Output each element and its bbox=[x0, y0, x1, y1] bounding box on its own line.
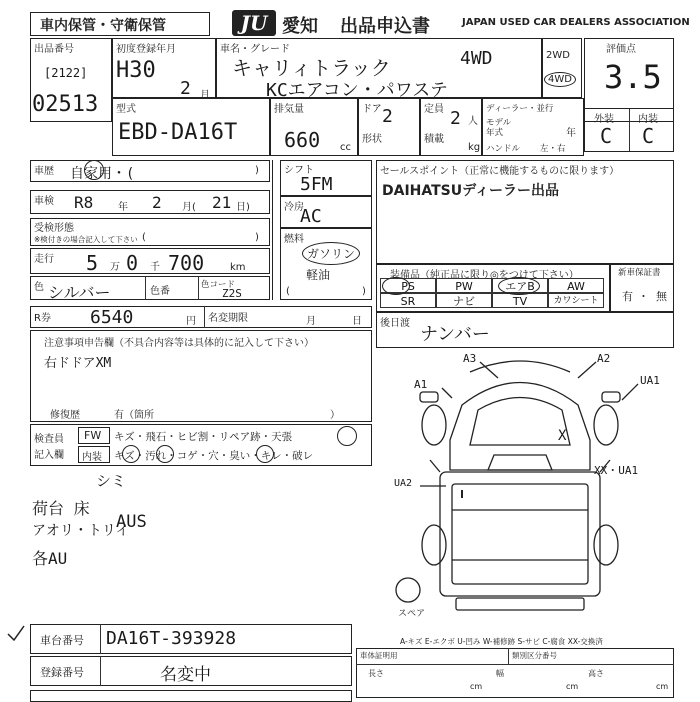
size-unit-3: cm bbox=[656, 682, 669, 691]
r-ken-unit: 円 bbox=[186, 316, 196, 327]
lot-number: 02513 bbox=[32, 92, 99, 117]
mileage-u2: 千 bbox=[150, 262, 160, 273]
warranty-sep: ・ bbox=[638, 290, 649, 303]
equipment-item: ナビ bbox=[436, 293, 492, 308]
model-label: 型式 bbox=[116, 104, 136, 115]
displacement-value: 660 bbox=[284, 128, 321, 152]
warranty-has: 有 bbox=[622, 290, 633, 303]
shape-label: 形状 bbox=[362, 134, 382, 145]
color-code2-label: 色コード bbox=[201, 280, 236, 290]
hw-aus: AUS bbox=[116, 512, 147, 532]
capacity-label: 定員 bbox=[424, 104, 444, 115]
diagram-a2: A2 bbox=[597, 352, 611, 365]
equipment-item: カワシート bbox=[548, 293, 604, 308]
mileage-u1: 万 bbox=[110, 262, 120, 273]
size-height-label: 高さ bbox=[588, 669, 604, 678]
mileage-label: 走行 bbox=[34, 254, 54, 265]
warranty-label: 新車保証書 bbox=[618, 268, 661, 278]
repair-value: 有（箇所 bbox=[114, 410, 154, 421]
inspector-items1: キズ・飛石・ヒビ割・リペア跡・天張 bbox=[114, 431, 293, 443]
equipment-item: TV bbox=[492, 293, 548, 308]
rating-int-label: 内装 bbox=[638, 114, 658, 125]
shaken-month: 2 bbox=[152, 193, 162, 212]
diagram-x: X bbox=[558, 428, 567, 444]
history-close: ) bbox=[255, 165, 259, 176]
history-value: 自家用・( bbox=[70, 166, 135, 182]
shaken-nichi: 日) bbox=[236, 202, 250, 213]
rating-label: 評価点 bbox=[606, 44, 636, 55]
equipment-item: PS bbox=[380, 278, 436, 293]
name-change-month: 月 bbox=[306, 316, 316, 327]
org-name: 愛知 bbox=[282, 16, 318, 37]
shift-label: シフト bbox=[284, 165, 314, 176]
mileage-v3: 700 bbox=[168, 251, 205, 275]
r-ken-label: R券 bbox=[34, 313, 51, 324]
history-label: 車歴 bbox=[34, 166, 54, 177]
displacement-label: 排気量 bbox=[274, 104, 304, 115]
name-line1: キャリィトラック bbox=[232, 56, 391, 80]
notes-label: 注意事項申告欄（不具合内容等は具体的に記入して下さい） bbox=[44, 338, 314, 349]
color-code-label: 色番 bbox=[150, 286, 170, 297]
shaken-gatsu: 月( bbox=[182, 202, 196, 213]
equipment-item: AW bbox=[548, 278, 604, 293]
drive-4wd: 4WD bbox=[544, 72, 576, 87]
form-title: 出品申込書 bbox=[340, 16, 430, 37]
equipment-item: エアB bbox=[492, 278, 548, 293]
diagram-spare: スペア bbox=[398, 609, 426, 619]
color-code: Z2S bbox=[222, 287, 242, 300]
size-length-label: 長さ bbox=[368, 669, 384, 678]
load-label: 積載 bbox=[424, 134, 444, 145]
sales-label: セールスポイント（正常に機能するものに限ります） bbox=[380, 166, 620, 177]
receipt-close: ) bbox=[255, 232, 259, 243]
hw-shimi: シミ bbox=[96, 472, 127, 490]
fuel-paren-close: ) bbox=[362, 286, 366, 297]
drive-2wd: 2WD bbox=[546, 50, 570, 61]
size-width-label: 幅 bbox=[496, 669, 504, 678]
size-unit-2: cm bbox=[566, 682, 579, 691]
doors-value: 2 bbox=[382, 106, 393, 127]
first-reg-month: 2 bbox=[180, 78, 191, 99]
equipment-item: SR bbox=[380, 293, 436, 308]
fuel-diesel: 軽油 bbox=[306, 268, 331, 282]
receipt-open: ( bbox=[142, 232, 146, 243]
shaken-day: 21 bbox=[212, 193, 232, 212]
model-value: EBD-DA16T bbox=[118, 120, 238, 145]
rating-ext: C bbox=[600, 124, 613, 148]
lot-code: [2122] bbox=[44, 66, 88, 80]
back-cover-label: 後日渡 bbox=[380, 318, 410, 329]
receipt-note: ※検付きの場合記入して下さい bbox=[34, 235, 138, 244]
dealer-label: ディーラー・並行 bbox=[486, 104, 554, 114]
size-label2: 類別区分番号 bbox=[512, 651, 557, 660]
registration-label: 登録番号 bbox=[40, 666, 84, 679]
model-year-unit: 年 bbox=[566, 128, 576, 139]
doors-label: ドア bbox=[362, 104, 382, 115]
mileage-v2: 0 bbox=[126, 251, 139, 275]
shift-value: 5FM bbox=[300, 174, 333, 195]
back-cover-value: ナンバー bbox=[420, 324, 490, 345]
color-label: 色 bbox=[34, 282, 44, 293]
warranty-none: 無 bbox=[656, 290, 667, 303]
repair-close: ） bbox=[330, 410, 340, 421]
handle-label: ハンドル bbox=[486, 144, 521, 154]
shaken-label: 車検 bbox=[34, 196, 54, 207]
mileage-unit: km bbox=[230, 262, 246, 273]
first-reg-label: 初度登録年月 bbox=[116, 44, 176, 55]
hw-aori: アオリ・トリイ bbox=[32, 523, 130, 539]
inspector-label2: 記入欄 bbox=[34, 450, 64, 461]
name-label: 車名・グレード bbox=[220, 44, 290, 55]
name-line2: KCエアコン・パワステ bbox=[266, 80, 448, 101]
ju-logo: JU bbox=[232, 10, 276, 36]
diagram-a1: A1 bbox=[414, 378, 428, 391]
hw-nidai: 荷台 床 bbox=[32, 499, 90, 518]
notes-line1: 右ドドアXM bbox=[44, 356, 112, 371]
first-reg-month-unit: 月 bbox=[200, 90, 210, 101]
shaken-era: R8 bbox=[74, 193, 94, 212]
inspector-items2: キズ・汚れ・コゲ・穴・臭い・キレ・破レ bbox=[114, 450, 314, 462]
equipment-item: PW bbox=[436, 278, 492, 293]
hw-kakuau: 各AU bbox=[32, 549, 68, 568]
mileage-v1: 5 bbox=[86, 251, 99, 275]
diagram-ua2: UA2 bbox=[394, 478, 413, 489]
registration-value: 名変中 bbox=[160, 665, 211, 685]
capacity-unit: 人 bbox=[468, 116, 478, 127]
load-unit: kg bbox=[468, 142, 481, 153]
receipt-label: 受検形態 bbox=[34, 223, 74, 234]
fuel-paren-open: ( bbox=[286, 286, 290, 297]
chassis-value: DA16T-393928 bbox=[106, 628, 237, 649]
diagram-a3: A3 bbox=[463, 352, 477, 365]
shaken-nen: 年 bbox=[118, 202, 128, 213]
diagram-ua1: UA1 bbox=[640, 374, 660, 387]
storage-label: 車内保管・守衛保管 bbox=[40, 18, 166, 34]
lot-label: 出品番号 bbox=[34, 44, 74, 55]
assoc-name: JAPAN USED CAR DEALERS ASSOCIATION bbox=[462, 17, 690, 28]
rating-ext-label: 外装 bbox=[594, 114, 614, 125]
size-unit-1: cm bbox=[470, 682, 483, 691]
repair-label: 修復歴 bbox=[50, 410, 80, 421]
diagram-xx-ua1: XX・UA1 bbox=[594, 464, 639, 477]
inspector-label1: 検査員 bbox=[34, 434, 64, 445]
fw-label: FW bbox=[84, 429, 102, 442]
first-reg-era: H30 bbox=[116, 58, 156, 83]
name-drive: 4WD bbox=[460, 48, 493, 69]
ac-value: AC bbox=[300, 206, 322, 227]
ac-label: 冷房 bbox=[284, 202, 304, 213]
fuel-gas: ガソリン bbox=[302, 242, 360, 265]
fuel-label: 燃料 bbox=[284, 234, 304, 245]
name-change-label: 名変期限 bbox=[208, 313, 248, 324]
equipment-label: 装備品（純正品に限り◎をつけて下さい） bbox=[390, 270, 579, 281]
color-value: シルバー bbox=[48, 283, 111, 302]
rating-score: 3.5 bbox=[604, 58, 662, 96]
capacity-value: 2 bbox=[450, 108, 461, 129]
rating-int: C bbox=[642, 124, 655, 148]
r-ken-value: 6540 bbox=[90, 307, 134, 328]
size-label1: 車体証明用 bbox=[360, 651, 398, 660]
legend: A-キズ E-エクボ U-凹み W-補修跡 S-サビ C-腐食 XX-交換済 bbox=[400, 637, 603, 646]
name-change-day: 日 bbox=[352, 316, 362, 327]
displacement-unit: cc bbox=[340, 142, 351, 153]
handle-value: 左・右 bbox=[540, 144, 566, 154]
chassis-label: 車台番号 bbox=[40, 634, 84, 647]
naisou-label: 内装 bbox=[82, 452, 102, 463]
model-year-label: モデル年式 bbox=[486, 118, 512, 138]
sales-value: DAIHATSUディーラー出品 bbox=[382, 183, 560, 199]
